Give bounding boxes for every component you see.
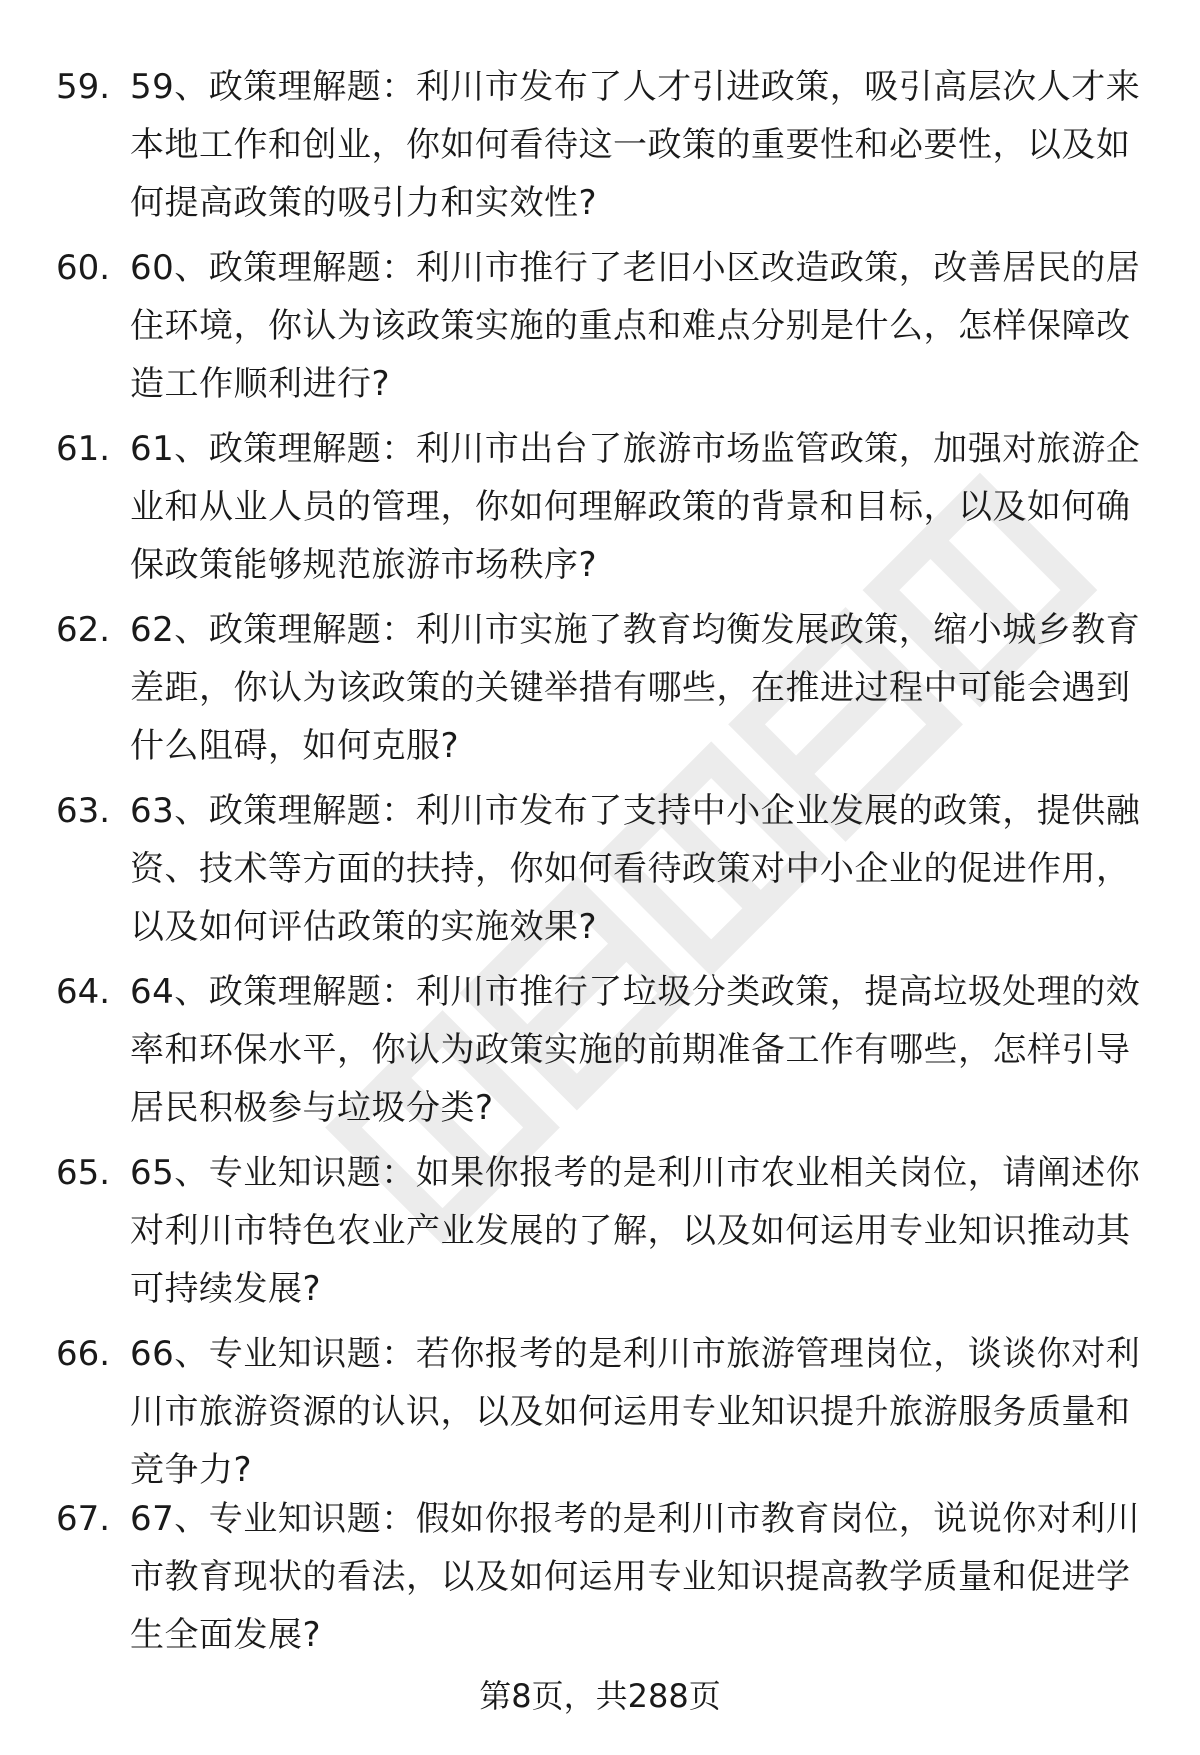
question-text: 63、政策理解题：利川市发布了支持中小企业发展的政策，提供融资、技术等方面的扶持，你如何看待政策对中小企业的促进作用，以及如何评估政策的实施效果?	[130, 791, 1141, 947]
question-text: 59、政策理解题：利川市发布了人才引进政策，吸引高层次人才来本地工作和创业，你如何看待这一政策的重要性和必要性，以及如何提高政策的吸引力和实效性?	[130, 67, 1141, 223]
question-number: 61.	[56, 429, 111, 469]
question-text: 60、政策理解题：利川市推行了老旧小区改造政策，改善居民的居住环境，你认为该政策实施的重点和难点分别是什么，怎样保障改造工作顺利进行?	[130, 248, 1141, 404]
question-number: 62.	[56, 610, 111, 650]
question-text: 64、政策理解题：利川市推行了垃圾分类政策，提高垃圾处理的效率和环保水平，你认为政策实施的前期准备工作有哪些，怎样引导居民积极参与垃圾分类?	[130, 972, 1141, 1128]
question-text: 66、专业知识题：若你报考的是利川市旅游管理岗位，谈谈你对利川市旅游资源的认识，以及如何运用专业知识提升旅游服务质量和竞争力?	[130, 1334, 1141, 1490]
question-number: 67.	[56, 1499, 111, 1539]
question-number: 63.	[56, 791, 111, 831]
question-number: 64.	[56, 972, 111, 1012]
question-number: 60.	[56, 248, 111, 288]
question-text: 65、专业知识题：如果你报考的是利川市农业相关岗位，请阐述你对利川市特色农业产业发展的了解，以及如何运用专业知识推动其可持续发展?	[130, 1153, 1141, 1309]
question-text: 61、政策理解题：利川市出台了旅游市场监管政策，加强对旅游企业和从业人员的管理，你如何理解政策的背景和目标，以及如何确保政策能够规范旅游市场秩序?	[130, 429, 1141, 585]
question-number: 65.	[56, 1153, 111, 1193]
question-number: 66.	[56, 1334, 111, 1374]
question-text: 67、专业知识题：假如你报考的是利川市教育岗位，说说你对利川市教育现状的看法，以及如何运用专业知识提高教学质量和促进学生全面发展?	[130, 1499, 1141, 1655]
page-footer: 第8页，共288页	[479, 1677, 721, 1715]
question-number: 59.	[56, 67, 111, 107]
question-text: 62、政策理解题：利川市实施了教育均衡发展政策，缩小城乡教育差距，你认为该政策的关键举措有哪些，在推进过程中可能会遇到什么阻碍，如何克服?	[130, 610, 1141, 766]
